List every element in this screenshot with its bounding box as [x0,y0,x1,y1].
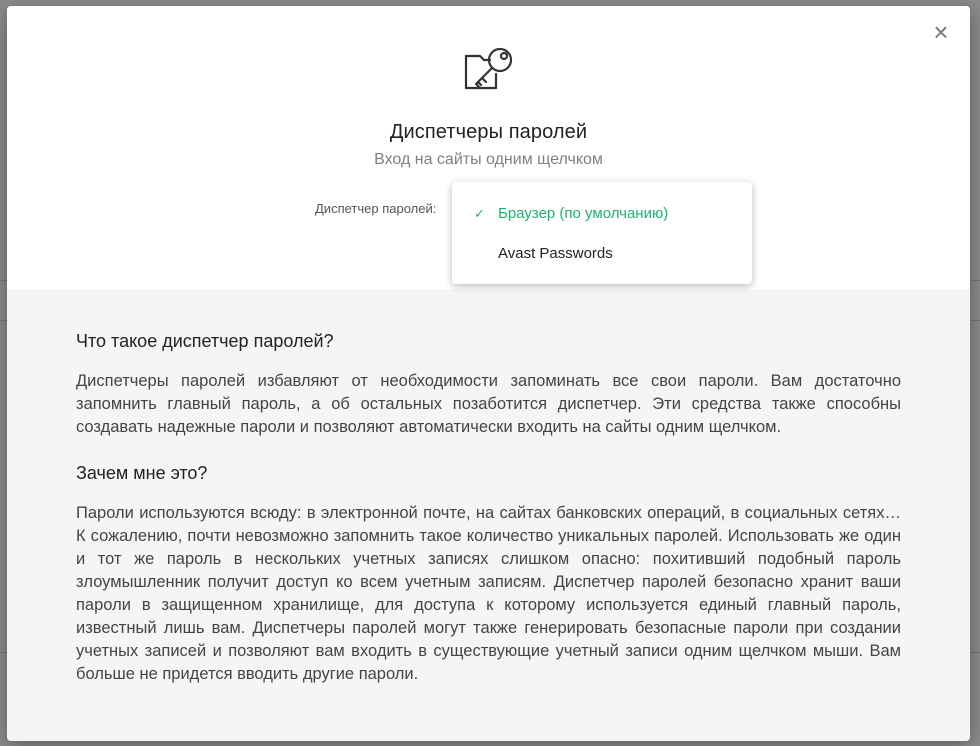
question-heading: Зачем мне это? [76,463,208,483]
check-icon: ✓ [474,206,485,221]
dropdown-option-avast-passwords[interactable] [452,236,752,272]
password-key-icon [460,44,516,94]
close-button[interactable]: × [933,17,949,47]
password-manager-label: Диспетчер паролей: [315,201,437,216]
dropdown-option-browser[interactable] [452,196,752,232]
answer-paragraph: Диспетчеры паролей избавляют от необходимости запоминать все свои пароли. Вам достаточно запомнить главный пароль, а об остальных позаботится диспетчер. Эти средства также способны создавать надежные пароли и позволяют автоматически входить на сайты одним щелчком. [76,372,901,436]
password-manager-dropdown[interactable] [452,182,752,284]
question-heading: Что такое диспетчер паролей? [76,331,334,351]
dialog-title: Диспетчеры паролей [389,121,588,143]
dropdown-option-label: Avast Passwords [498,245,613,262]
info-section [7,289,970,741]
password-manager-dialog [7,6,970,741]
dropdown-option-label: Браузер (по умолчанию) [498,205,669,222]
dialog-subtitle: Вход на сайты одним щелчком [374,151,603,168]
answer-paragraph: Пароли используются всюду: в электронной почте, на сайтах банковских операций, в социальных сетях… К сожалению, почти невозможно запомнить такое количество уникальных паролей. Использовать же один и тот же пароль в нескольких учетных записях слишком опасно: похитивший подобный пароль злоумышленник получит доступ ко всем учетным записям. Диспетчер паролей безопасно хранит ваши пароли в защищенном хранилище, для доступа к которому используется единый главный пароль, известный лишь вам. Диспетчеры паролей могут также генерировать безопасные пароли при создании учетных записей и позволяют вам входить в существующие учетный записи одним щелчком мыши. Вам больше не придется вводить другие пароли. [76,504,901,683]
